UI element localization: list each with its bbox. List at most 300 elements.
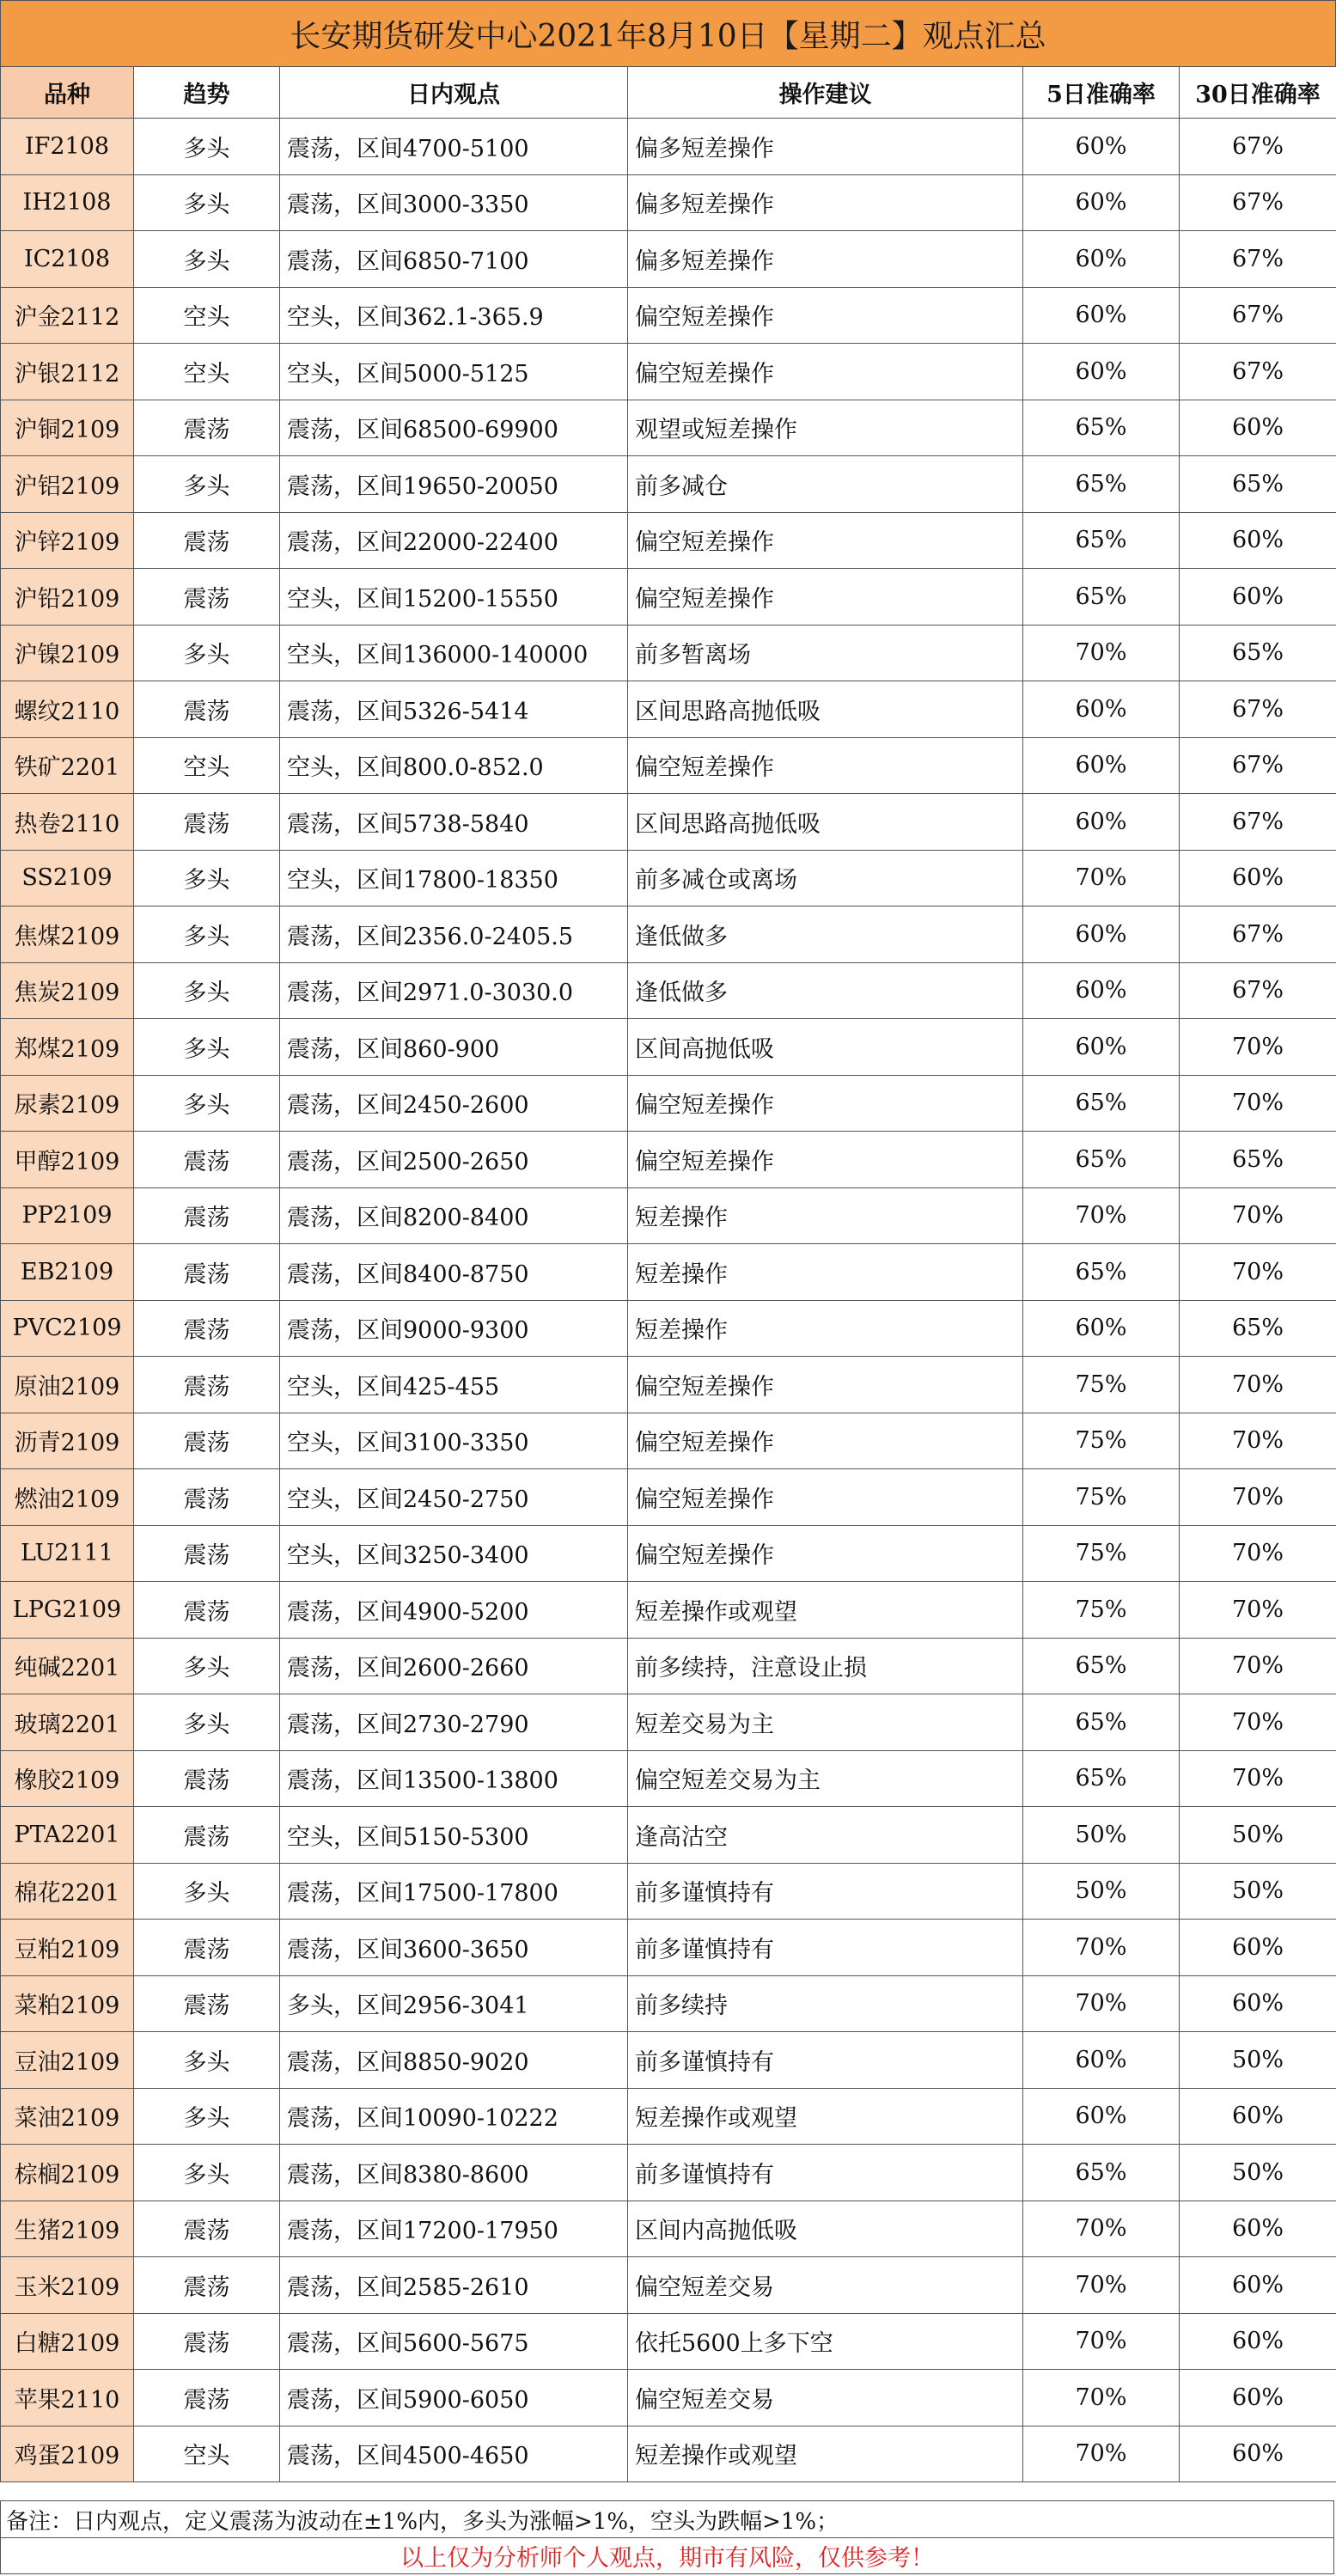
cell-advice: 偏空短差操作: [628, 287, 1023, 344]
table-row: [1, 2088, 1336, 2145]
cell-advice: 前多续持: [628, 1975, 1023, 2032]
cell-name: 热卷2110: [1, 794, 134, 851]
cell-advice: 前多减仓: [628, 456, 1023, 513]
cell-trend: 震荡: [134, 2201, 280, 2257]
cell-trend: 多头: [134, 962, 280, 1019]
cell-advice: 偏多短差操作: [628, 174, 1023, 231]
cell-trend: 空头: [134, 287, 280, 344]
cell-advice: 偏空短差操作: [628, 569, 1023, 626]
cell-trend: 震荡: [134, 1357, 280, 1413]
cell-trend: 多头: [134, 850, 280, 906]
cell-rate5: 65%: [1023, 456, 1180, 513]
cell-trend: 震荡: [134, 1300, 280, 1357]
cell-view: 震荡，区间6850-7100: [280, 231, 628, 288]
cell-view: 空头，区间362.1-365.9: [280, 287, 628, 344]
cell-trend: 震荡: [134, 794, 280, 851]
cell-rate30: 67%: [1180, 174, 1336, 231]
cell-rate5: 70%: [1023, 1920, 1180, 1976]
cell-rate30: 67%: [1180, 681, 1336, 738]
cell-advice: 偏多短差操作: [628, 231, 1023, 288]
table-row: [1, 1357, 1336, 1413]
cell-view: 震荡，区间4700-5100: [280, 119, 628, 175]
cell-rate30: 70%: [1180, 1244, 1336, 1301]
cell-rate5: 60%: [1023, 906, 1180, 963]
cell-view: 空头，区间15200-15550: [280, 569, 628, 626]
cell-rate30: 60%: [1180, 2426, 1336, 2482]
footnote: 备注：日内观点，定义震荡为波动在±1%内，多头为涨幅>1%，空头为跌幅>1%；: [0, 2500, 1334, 2538]
header-advice: 操作建议: [628, 67, 1023, 119]
cell-name: IH2108: [1, 174, 134, 231]
cell-name: 尿素2109: [1, 1075, 134, 1132]
cell-name: 生猪2109: [1, 2201, 134, 2257]
cell-name: 铁矿2201: [1, 737, 134, 794]
cell-trend: 震荡: [134, 1582, 280, 1639]
cell-trend: 多头: [134, 2145, 280, 2201]
cell-rate5: 50%: [1023, 1863, 1180, 1920]
cell-rate30: 65%: [1180, 625, 1336, 681]
table-row: [1, 1750, 1336, 1807]
cell-rate5: 70%: [1023, 2370, 1180, 2426]
cell-rate30: 70%: [1180, 1075, 1336, 1132]
table-row: [1, 2201, 1336, 2257]
cell-name: EB2109: [1, 1244, 134, 1301]
table-row: [1, 1469, 1336, 1526]
table-row: [1, 1132, 1336, 1188]
cell-name: IC2108: [1, 231, 134, 288]
cell-rate30: 70%: [1180, 1469, 1336, 1526]
cell-rate30: 50%: [1180, 1807, 1336, 1864]
cell-rate30: 67%: [1180, 231, 1336, 288]
cell-advice: 偏空短差交易为主: [628, 1750, 1023, 1807]
cell-rate30: 70%: [1180, 1582, 1336, 1639]
table-row: [1, 1244, 1336, 1301]
cell-view: 空头，区间5000-5125: [280, 344, 628, 400]
cell-trend: 震荡: [134, 1187, 280, 1244]
cell-advice: 逢低做多: [628, 962, 1023, 1019]
cell-name: 燃油2109: [1, 1469, 134, 1526]
cell-advice: 前多续持，注意设止损: [628, 1638, 1023, 1694]
cell-name: 沪银2112: [1, 344, 134, 400]
cell-name: PTA2201: [1, 1807, 134, 1864]
cell-view: 空头，区间3250-3400: [280, 1525, 628, 1582]
cell-trend: 空头: [134, 737, 280, 794]
cell-rate5: 70%: [1023, 2257, 1180, 2314]
cell-rate30: 65%: [1180, 456, 1336, 513]
cell-trend: 震荡: [134, 569, 280, 626]
cell-view: 震荡，区间8380-8600: [280, 2145, 628, 2201]
table-row: [1, 344, 1336, 400]
cell-trend: 震荡: [134, 1750, 280, 1807]
cell-rate5: 50%: [1023, 1807, 1180, 1864]
cell-name: 玉米2109: [1, 2257, 134, 2314]
risk-disclaimer: 以上仅为分析师个人观点，期市有风险，仅供参考！: [0, 2538, 1334, 2574]
cell-rate30: 60%: [1180, 2257, 1336, 2314]
cell-advice: 前多谨慎持有: [628, 1920, 1023, 1976]
cell-trend: 空头: [134, 344, 280, 400]
cell-advice: 偏空短差操作: [628, 1132, 1023, 1188]
cell-view: 震荡，区间860-900: [280, 1019, 628, 1076]
cell-trend: 震荡: [134, 2370, 280, 2426]
cell-rate5: 75%: [1023, 1582, 1180, 1639]
cell-view: 空头，区间800.0-852.0: [280, 737, 628, 794]
cell-view: 震荡，区间2730-2790: [280, 1694, 628, 1751]
header-rate30: 30日准确率: [1180, 67, 1336, 119]
cell-rate5: 65%: [1023, 1244, 1180, 1301]
cell-trend: 多头: [134, 1019, 280, 1076]
table-row: [1, 962, 1336, 1019]
cell-rate5: 70%: [1023, 625, 1180, 681]
cell-view: 震荡，区间5600-5675: [280, 2313, 628, 2370]
cell-name: 菜粕2109: [1, 1975, 134, 2032]
cell-rate30: 70%: [1180, 1638, 1336, 1694]
cell-advice: 前多暂离场: [628, 625, 1023, 681]
cell-name: 纯碱2201: [1, 1638, 134, 1694]
cell-trend: 震荡: [134, 1244, 280, 1301]
cell-view: 震荡，区间4500-4650: [280, 2426, 628, 2482]
cell-view: 震荡，区间17500-17800: [280, 1863, 628, 1920]
cell-rate30: 70%: [1180, 1694, 1336, 1751]
cell-advice: 观望或短差操作: [628, 400, 1023, 456]
cell-rate30: 60%: [1180, 850, 1336, 906]
cell-rate30: 60%: [1180, 512, 1336, 569]
table-row: [1, 794, 1336, 851]
table-row: [1, 1019, 1336, 1076]
cell-rate5: 60%: [1023, 174, 1180, 231]
cell-advice: 逢高沽空: [628, 1807, 1023, 1864]
cell-rate30: 70%: [1180, 1525, 1336, 1582]
cell-rate5: 75%: [1023, 1413, 1180, 1469]
cell-name: IF2108: [1, 119, 134, 175]
cell-trend: 多头: [134, 119, 280, 175]
cell-name: 菜油2109: [1, 2088, 134, 2145]
cell-trend: 震荡: [134, 681, 280, 738]
cell-advice: 偏空短差操作: [628, 512, 1023, 569]
cell-view: 震荡，区间2971.0-3030.0: [280, 962, 628, 1019]
cell-rate30: 60%: [1180, 1975, 1336, 2032]
table-row: [1, 119, 1336, 175]
cell-name: LU2111: [1, 1525, 134, 1582]
viewpoint-table: [0, 66, 1336, 2482]
cell-view: 震荡，区间8850-9020: [280, 2032, 628, 2089]
cell-name: 橡胶2109: [1, 1750, 134, 1807]
table-body: [1, 119, 1336, 2482]
cell-rate5: 75%: [1023, 1525, 1180, 1582]
cell-rate5: 65%: [1023, 1638, 1180, 1694]
table-row: [1, 1525, 1336, 1582]
cell-advice: 前多谨慎持有: [628, 2032, 1023, 2089]
table-row: [1, 287, 1336, 344]
cell-name: SS2109: [1, 850, 134, 906]
cell-view: 空头，区间17800-18350: [280, 850, 628, 906]
cell-rate30: 65%: [1180, 1300, 1336, 1357]
cell-rate5: 65%: [1023, 1075, 1180, 1132]
table-row: [1, 456, 1336, 513]
cell-trend: 震荡: [134, 1920, 280, 1976]
cell-rate5: 60%: [1023, 681, 1180, 738]
cell-view: 空头，区间425-455: [280, 1357, 628, 1413]
cell-name: 棕榈2109: [1, 2145, 134, 2201]
cell-trend: 震荡: [134, 1525, 280, 1582]
cell-rate5: 70%: [1023, 2426, 1180, 2482]
cell-name: 鸡蛋2109: [1, 2426, 134, 2482]
table-row: [1, 2145, 1336, 2201]
table-header-row: [1, 67, 1336, 119]
cell-rate30: 67%: [1180, 962, 1336, 1019]
cell-rate30: 60%: [1180, 1920, 1336, 1976]
cell-view: 震荡，区间2585-2610: [280, 2257, 628, 2314]
cell-rate5: 65%: [1023, 1750, 1180, 1807]
cell-name: 原油2109: [1, 1357, 134, 1413]
cell-advice: 前多减仓或离场: [628, 850, 1023, 906]
cell-rate30: 60%: [1180, 569, 1336, 626]
cell-rate30: 50%: [1180, 2032, 1336, 2089]
cell-rate5: 65%: [1023, 1694, 1180, 1751]
cell-view: 空头，区间5150-5300: [280, 1807, 628, 1864]
cell-trend: 震荡: [134, 1807, 280, 1864]
cell-name: 苹果2110: [1, 2370, 134, 2426]
cell-advice: 短差交易为主: [628, 1694, 1023, 1751]
cell-rate30: 67%: [1180, 287, 1336, 344]
cell-rate5: 70%: [1023, 850, 1180, 906]
table-row: [1, 174, 1336, 231]
cell-rate5: 70%: [1023, 1975, 1180, 2032]
cell-name: 豆粕2109: [1, 1920, 134, 1976]
cell-name: 豆油2109: [1, 2032, 134, 2089]
cell-advice: 短差操作或观望: [628, 2426, 1023, 2482]
cell-rate5: 60%: [1023, 119, 1180, 175]
cell-rate30: 60%: [1180, 2313, 1336, 2370]
cell-rate5: 60%: [1023, 962, 1180, 1019]
cell-advice: 前多谨慎持有: [628, 2145, 1023, 2201]
cell-rate5: 65%: [1023, 2145, 1180, 2201]
cell-advice: 偏空短差操作: [628, 1525, 1023, 1582]
cell-name: 甲醇2109: [1, 1132, 134, 1188]
cell-view: 震荡，区间4900-5200: [280, 1582, 628, 1639]
table-row: [1, 2370, 1336, 2426]
table-row: [1, 2426, 1336, 2482]
cell-trend: 多头: [134, 231, 280, 288]
cell-rate30: 67%: [1180, 794, 1336, 851]
cell-trend: 震荡: [134, 1132, 280, 1188]
cell-advice: 短差操作或观望: [628, 2088, 1023, 2145]
cell-view: 空头，区间2450-2750: [280, 1469, 628, 1526]
cell-view: 震荡，区间13500-13800: [280, 1750, 628, 1807]
table-row: [1, 1807, 1336, 1864]
cell-advice: 短差操作或观望: [628, 1582, 1023, 1639]
cell-advice: 区间内高抛低吸: [628, 2201, 1023, 2257]
cell-rate5: 60%: [1023, 737, 1180, 794]
cell-view: 震荡，区间5900-6050: [280, 2370, 628, 2426]
cell-view: 空头，区间136000-140000: [280, 625, 628, 681]
cell-rate30: 65%: [1180, 1132, 1336, 1188]
cell-advice: 依托5600上多下空: [628, 2313, 1023, 2370]
cell-rate5: 65%: [1023, 400, 1180, 456]
cell-view: 震荡，区间22000-22400: [280, 512, 628, 569]
table-row: [1, 737, 1336, 794]
cell-trend: 震荡: [134, 1975, 280, 2032]
cell-name: 沪铅2109: [1, 569, 134, 626]
table-row: [1, 1863, 1336, 1920]
cell-trend: 多头: [134, 906, 280, 963]
cell-name: 玻璃2201: [1, 1694, 134, 1751]
cell-trend: 震荡: [134, 400, 280, 456]
cell-name: 棉花2201: [1, 1863, 134, 1920]
cell-view: 震荡，区间19650-20050: [280, 456, 628, 513]
cell-trend: 多头: [134, 174, 280, 231]
table-row: [1, 2257, 1336, 2314]
table-row: [1, 1300, 1336, 1357]
cell-rate5: 60%: [1023, 231, 1180, 288]
cell-rate30: 67%: [1180, 737, 1336, 794]
cell-view: 震荡，区间17200-17950: [280, 2201, 628, 2257]
header-view: 日内观点: [280, 67, 628, 119]
cell-rate30: 50%: [1180, 1863, 1336, 1920]
cell-trend: 多头: [134, 1863, 280, 1920]
cell-rate30: 60%: [1180, 400, 1336, 456]
cell-rate5: 60%: [1023, 1019, 1180, 1076]
table-row: [1, 681, 1336, 738]
cell-rate5: 70%: [1023, 2313, 1180, 2370]
table-row: [1, 400, 1336, 456]
cell-advice: 偏空短差操作: [628, 1075, 1023, 1132]
cell-view: 多头，区间2956-3041: [280, 1975, 628, 2032]
table-row: [1, 906, 1336, 963]
header-rate5: 5日准确率: [1023, 67, 1180, 119]
cell-rate5: 60%: [1023, 2032, 1180, 2089]
cell-advice: 区间思路高抛低吸: [628, 681, 1023, 738]
cell-view: 震荡，区间68500-69900: [280, 400, 628, 456]
cell-advice: 偏空短差操作: [628, 1413, 1023, 1469]
cell-name: 螺纹2110: [1, 681, 134, 738]
cell-trend: 震荡: [134, 512, 280, 569]
table-row: [1, 512, 1336, 569]
cell-rate30: 70%: [1180, 1187, 1336, 1244]
cell-name: PP2109: [1, 1187, 134, 1244]
cell-view: 震荡，区间2500-2650: [280, 1132, 628, 1188]
cell-name: 沪金2112: [1, 287, 134, 344]
cell-view: 震荡，区间3000-3350: [280, 174, 628, 231]
cell-name: PVC2109: [1, 1300, 134, 1357]
cell-name: 沪锌2109: [1, 512, 134, 569]
cell-trend: 震荡: [134, 1469, 280, 1526]
cell-name: 焦炭2109: [1, 962, 134, 1019]
cell-trend: 震荡: [134, 2313, 280, 2370]
table-row: [1, 1413, 1336, 1469]
cell-advice: 短差操作: [628, 1244, 1023, 1301]
cell-rate5: 65%: [1023, 1132, 1180, 1188]
cell-trend: 多头: [134, 456, 280, 513]
cell-rate30: 60%: [1180, 2201, 1336, 2257]
cell-rate5: 75%: [1023, 1469, 1180, 1526]
cell-advice: 偏空短差操作: [628, 344, 1023, 400]
table-row: [1, 2313, 1336, 2370]
table-row: [1, 231, 1336, 288]
sheet-title: 长安期货研发中心2021年8月10日【星期二】观点汇总: [0, 0, 1336, 67]
cell-advice: 区间思路高抛低吸: [628, 794, 1023, 851]
cell-name: LPG2109: [1, 1582, 134, 1639]
cell-name: 焦煤2109: [1, 906, 134, 963]
cell-advice: 偏空短差交易: [628, 2370, 1023, 2426]
cell-rate5: 60%: [1023, 344, 1180, 400]
cell-rate5: 65%: [1023, 512, 1180, 569]
cell-view: 震荡，区间2600-2660: [280, 1638, 628, 1694]
cell-advice: 偏空短差操作: [628, 1357, 1023, 1413]
header-name: 品种: [1, 67, 134, 119]
cell-rate30: 67%: [1180, 906, 1336, 963]
table-row: [1, 850, 1336, 906]
table-row: [1, 569, 1336, 626]
cell-view: 震荡，区间3600-3650: [280, 1920, 628, 1976]
cell-advice: 偏空短差操作: [628, 737, 1023, 794]
cell-name: 白糖2109: [1, 2313, 134, 2370]
cell-trend: 多头: [134, 2088, 280, 2145]
cell-rate30: 50%: [1180, 2145, 1336, 2201]
cell-rate5: 60%: [1023, 794, 1180, 851]
cell-view: 震荡，区间2356.0-2405.5: [280, 906, 628, 963]
cell-rate30: 60%: [1180, 2088, 1336, 2145]
cell-rate5: 70%: [1023, 1187, 1180, 1244]
cell-rate30: 70%: [1180, 1413, 1336, 1469]
cell-trend: 多头: [134, 1694, 280, 1751]
table-row: [1, 2032, 1336, 2089]
cell-advice: 偏空短差交易: [628, 2257, 1023, 2314]
cell-rate5: 65%: [1023, 569, 1180, 626]
cell-trend: 多头: [134, 2032, 280, 2089]
cell-name: 沪镍2109: [1, 625, 134, 681]
cell-view: 震荡，区间9000-9300: [280, 1300, 628, 1357]
table-row: [1, 1638, 1336, 1694]
cell-view: 震荡，区间10090-10222: [280, 2088, 628, 2145]
header-trend: 趋势: [134, 67, 280, 119]
cell-rate30: 70%: [1180, 1019, 1336, 1076]
cell-trend: 震荡: [134, 2257, 280, 2314]
table-row: [1, 1920, 1336, 1976]
table-row: [1, 1075, 1336, 1132]
cell-trend: 震荡: [134, 1413, 280, 1469]
cell-rate30: 60%: [1180, 2370, 1336, 2426]
cell-view: 空头，区间3100-3350: [280, 1413, 628, 1469]
cell-name: 沪铜2109: [1, 400, 134, 456]
cell-name: 郑煤2109: [1, 1019, 134, 1076]
cell-rate30: 67%: [1180, 119, 1336, 175]
table-row: [1, 1975, 1336, 2032]
cell-rate30: 67%: [1180, 344, 1336, 400]
cell-rate5: 60%: [1023, 287, 1180, 344]
cell-view: 震荡，区间8400-8750: [280, 1244, 628, 1301]
cell-rate5: 60%: [1023, 1300, 1180, 1357]
cell-advice: 短差操作: [628, 1187, 1023, 1244]
table-row: [1, 625, 1336, 681]
cell-trend: 空头: [134, 2426, 280, 2482]
cell-rate30: 70%: [1180, 1750, 1336, 1807]
cell-name: 沪铝2109: [1, 456, 134, 513]
table-row: [1, 1582, 1336, 1639]
cell-rate5: 75%: [1023, 1357, 1180, 1413]
cell-view: 震荡，区间5326-5414: [280, 681, 628, 738]
cell-name: 沥青2109: [1, 1413, 134, 1469]
cell-trend: 多头: [134, 1075, 280, 1132]
cell-advice: 偏空短差操作: [628, 1469, 1023, 1526]
cell-rate5: 70%: [1023, 2201, 1180, 2257]
cell-rate30: 70%: [1180, 1357, 1336, 1413]
table-row: [1, 1694, 1336, 1751]
cell-advice: 区间高抛低吸: [628, 1019, 1023, 1076]
cell-advice: 短差操作: [628, 1300, 1023, 1357]
cell-trend: 多头: [134, 1638, 280, 1694]
cell-advice: 偏多短差操作: [628, 119, 1023, 175]
table-row: [1, 1187, 1336, 1244]
cell-view: 震荡，区间8200-8400: [280, 1187, 628, 1244]
